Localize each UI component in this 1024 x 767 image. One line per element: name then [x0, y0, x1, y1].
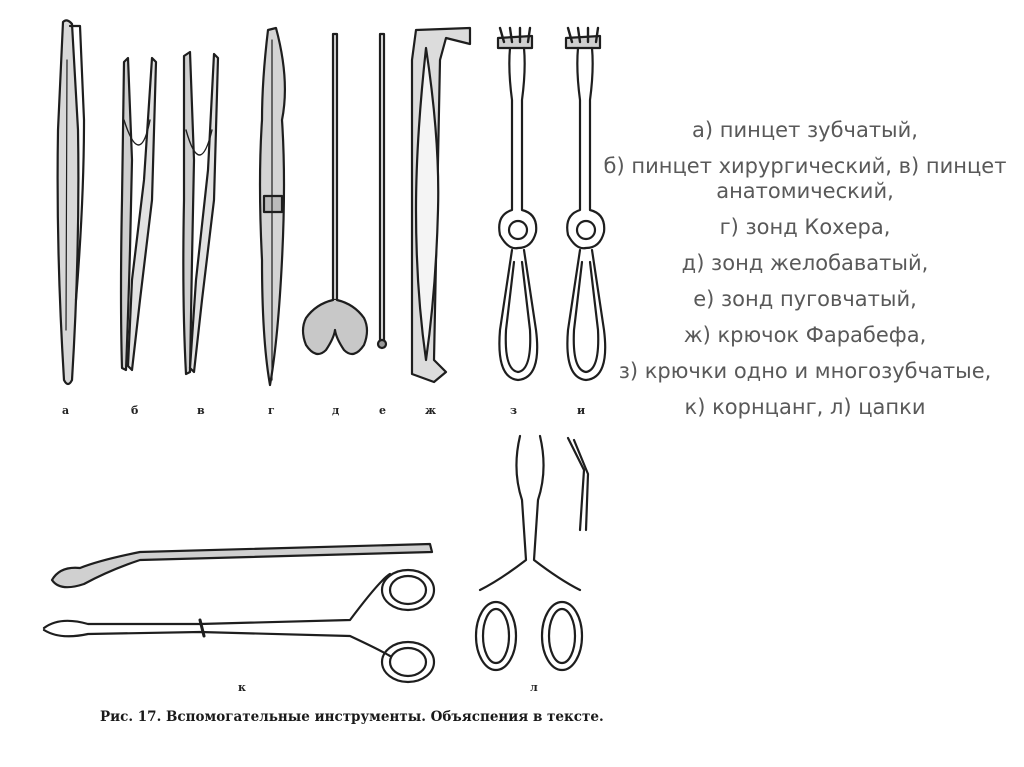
label-l: л — [530, 681, 538, 694]
label-i: и — [577, 404, 586, 417]
label-e: е — [379, 404, 386, 417]
legend-item: ж) крючок Фарабефа, — [683, 323, 927, 347]
farabeuf-retractor-drawing — [412, 28, 470, 382]
legend-item: д) зонд желобаватый, — [681, 251, 929, 275]
single-tooth-hook-drawing — [498, 28, 537, 380]
kocher-probe-drawing — [260, 28, 285, 385]
sponge-forceps-drawing — [44, 544, 434, 682]
label-g: г — [268, 404, 275, 417]
toothed-forceps-drawing — [58, 20, 84, 384]
label-v: в — [197, 404, 205, 417]
legend-item: г) зонд Кохера, — [719, 215, 891, 239]
legend-item: е) зонд пуговчатый, — [693, 287, 917, 311]
instrument-legend — [600, 118, 1010, 431]
label-zh: ж — [425, 404, 437, 417]
label-b: б — [131, 404, 139, 417]
label-z: з — [510, 404, 518, 417]
legend-item: к) корнцанг, л) цапки — [684, 395, 926, 419]
label-k: к — [238, 681, 246, 694]
legend-item: б) пинцет хирургический, в) пинцет анатомический, — [603, 154, 1007, 203]
label-d: д — [332, 404, 340, 417]
label-a: а — [62, 404, 70, 417]
figure-caption: Рис. 17. Вспомогательные инструменты. Объяспения в тексте. — [100, 709, 604, 725]
button-probe-drawing — [378, 34, 386, 348]
legend-item: а) пинцет зубчатый, — [692, 118, 918, 142]
anatomical-forceps-drawing — [183, 52, 218, 374]
towel-clamp-drawing — [476, 436, 588, 670]
grooved-probe-drawing — [303, 34, 367, 354]
surgical-forceps-drawing — [121, 58, 156, 370]
legend-item: з) крючки одно и многозубчатые, — [618, 359, 992, 383]
